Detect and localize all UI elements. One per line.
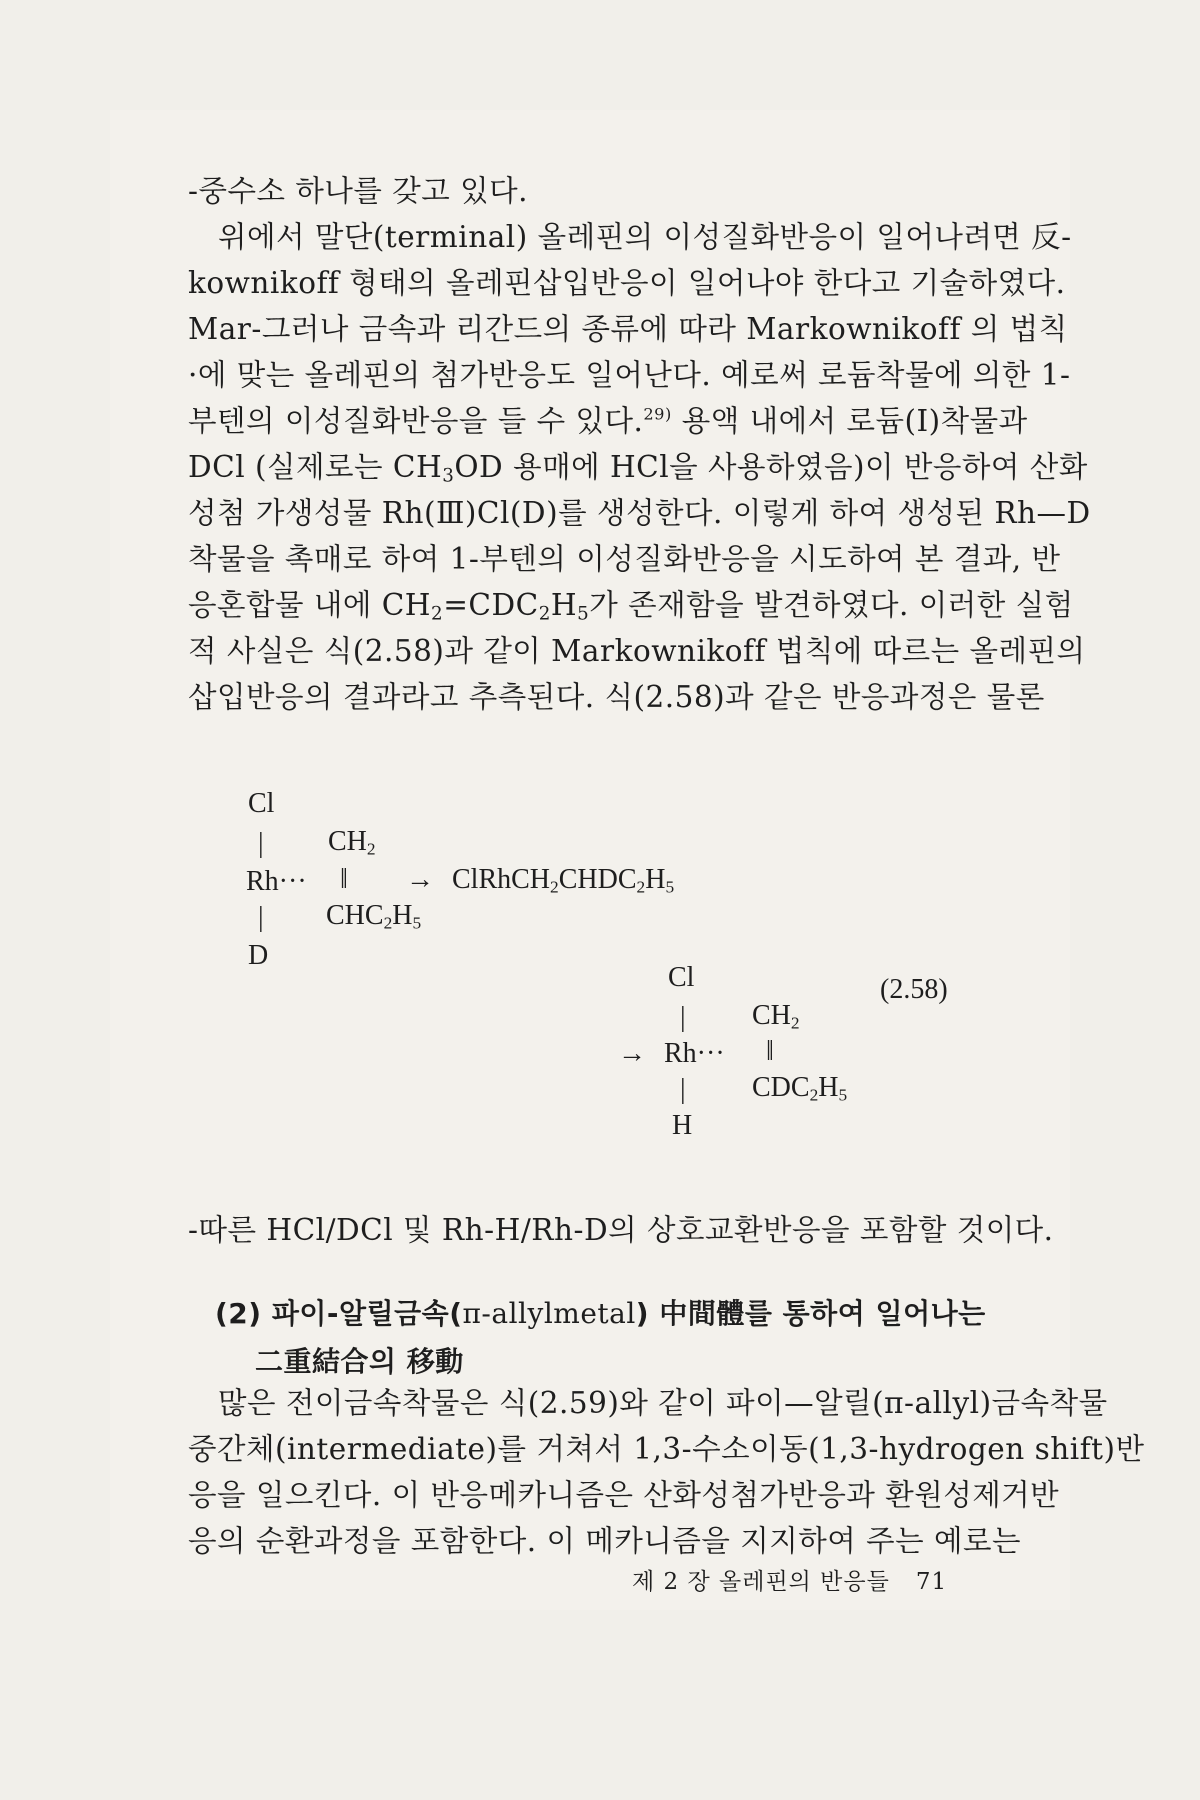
text-segment: 가 존재함을 발견하였다. 이러한 실험 <box>589 588 1074 622</box>
chem-text: CHC <box>326 900 384 931</box>
text-line: 착물을 촉매로 하여 1-부텐의 이성질화반응을 시도하여 본 결과, 반 <box>188 542 1061 576</box>
reactant-ch2 <box>328 826 376 859</box>
text-line: 성첨 가생성물 Rh(Ⅲ)Cl(D)를 생성한다. 이렇게 하여 생성된 Rh—D <box>188 496 1091 530</box>
heading-text: (2) 파이-알릴금속( <box>215 1297 463 1330</box>
paragraph-3 <box>188 1380 1145 1564</box>
subscript: 2 <box>538 603 551 625</box>
text-segment: 응혼합물 내에 CH <box>188 588 432 622</box>
chem-text: CH <box>752 1000 791 1031</box>
reaction-arrow-2: → <box>618 1038 646 1069</box>
product2-rh: Rh··· <box>664 1038 725 1069</box>
heading-line-2: 二重結合의 移動 <box>255 1345 464 1378</box>
text-line: 삽입반응의 결과라고 추측된다. 식(2.58)과 같은 반응과정은 물론 <box>188 680 1045 714</box>
paragraph-1 <box>188 168 1091 720</box>
section-heading <box>215 1290 986 1386</box>
text-segment: 부텐의 이성질화반응을 들 수 있다. <box>188 404 644 438</box>
text-line: 많은 전이금속착물은 식(2.59)와 같이 파이—알릴(π-allyl)금속착물 <box>188 1386 1108 1420</box>
subscript: 3 <box>442 465 455 487</box>
text-line: 응을 일으킨다. 이 반응메카니즘은 산화성첨가반응과 환원성제거반 <box>188 1478 1060 1512</box>
reactant-rh: Rh··· <box>246 866 307 897</box>
text-segment: OD 용매에 HCl을 사용하였음)이 반응하여 산화 <box>454 450 1088 484</box>
subscript: 5 <box>838 1085 848 1105</box>
chem-text: CDC <box>752 1072 810 1103</box>
reactant-cl: Cl <box>248 788 275 819</box>
product2-bond-top: | <box>680 1002 686 1033</box>
text-line <box>188 398 1028 444</box>
chem-text: ClRhCH <box>452 864 551 895</box>
paragraph-2 <box>188 1207 1054 1253</box>
text-segment: DCl (실제로는 CH <box>188 450 443 484</box>
subscript: 5 <box>577 603 590 625</box>
reactant-double-bond: ‖ <box>340 864 348 895</box>
text-segment: 용액 내에서 로듐(Ⅰ)착물과 <box>671 404 1028 438</box>
text-line <box>188 582 1074 628</box>
heading-text: ) 中間體를 통하여 일어나는 <box>635 1297 986 1330</box>
text-line: 위에서 말단(terminal) 올레핀의 이성질화반응이 일어나려면 反- <box>188 220 1072 254</box>
chem-text: H <box>818 1072 839 1103</box>
product2-cl: Cl <box>668 962 695 993</box>
chem-text: H <box>392 900 413 931</box>
page-footer <box>632 1563 947 1596</box>
citation: 29) <box>643 404 672 424</box>
chem-text: CH <box>328 826 367 857</box>
reaction-arrow-1: → <box>406 864 434 895</box>
text-line: 적 사실은 식(2.58)과 같이 Markownikoff 법칙에 따르는 올레핀의 <box>188 634 1086 668</box>
subscript: 2 <box>383 913 393 933</box>
subscript: 2 <box>790 1013 800 1033</box>
product2-cdc2h5 <box>752 1072 848 1105</box>
equation-number: (2.58) <box>880 974 948 1005</box>
subscript: 2 <box>636 877 646 897</box>
subscript: 5 <box>665 877 675 897</box>
reactant-bond-top: | <box>258 828 264 859</box>
text-line: ·에 맞는 올레핀의 첨가반응도 일어난다. 예로써 로듐착물에 의한 1- <box>188 358 1071 392</box>
reactant-d: D <box>248 940 269 971</box>
text-line: 응의 순환과정을 포함한다. 이 메카니즘을 지지하여 주는 예로는 <box>188 1524 1021 1558</box>
reactant-chc2h5 <box>326 900 422 933</box>
text-segment: H <box>550 588 578 622</box>
chem-text: CHDC <box>558 864 637 895</box>
product-1 <box>452 864 675 897</box>
text-line <box>188 444 1088 490</box>
subscript: 2 <box>809 1085 819 1105</box>
text-segment: =CDC <box>443 588 539 622</box>
page-number: 71 <box>915 1569 948 1595</box>
text-line: Mar-그러나 금속과 리간드의 종류에 따라 Markownikoff 의 법칙 <box>188 312 1068 346</box>
reactant-bond-bottom: | <box>258 902 264 933</box>
text-line: kownikoff 형태의 올레핀삽입반응이 일어나야 한다고 기술하였다. <box>188 266 1066 300</box>
heading-text: π-allylmetal <box>462 1297 636 1330</box>
text-line: 중간체(intermediate)를 거쳐서 1,3-수소이동(1,3-hydrogen shift)반 <box>188 1432 1145 1466</box>
chem-text: H <box>645 864 666 895</box>
product2-ch2 <box>752 1000 800 1033</box>
subscript: 2 <box>366 839 376 859</box>
subscript: 2 <box>550 877 559 897</box>
product2-bond-bottom: | <box>680 1074 686 1105</box>
heading-line-1 <box>215 1290 986 1338</box>
product2-h: H <box>672 1110 693 1141</box>
text-line: -따른 HCl/DCl 및 Rh-H/Rh-D의 상호교환반응을 포함할 것이다. <box>188 1213 1054 1247</box>
subscript: 5 <box>412 913 422 933</box>
chapter-title: 제 2 장 올레핀의 반응들 <box>632 1569 890 1595</box>
subscript: 2 <box>431 603 444 625</box>
text-line: -중수소 하나를 갖고 있다. <box>188 174 528 208</box>
product2-double-bond: ‖ <box>766 1036 774 1067</box>
